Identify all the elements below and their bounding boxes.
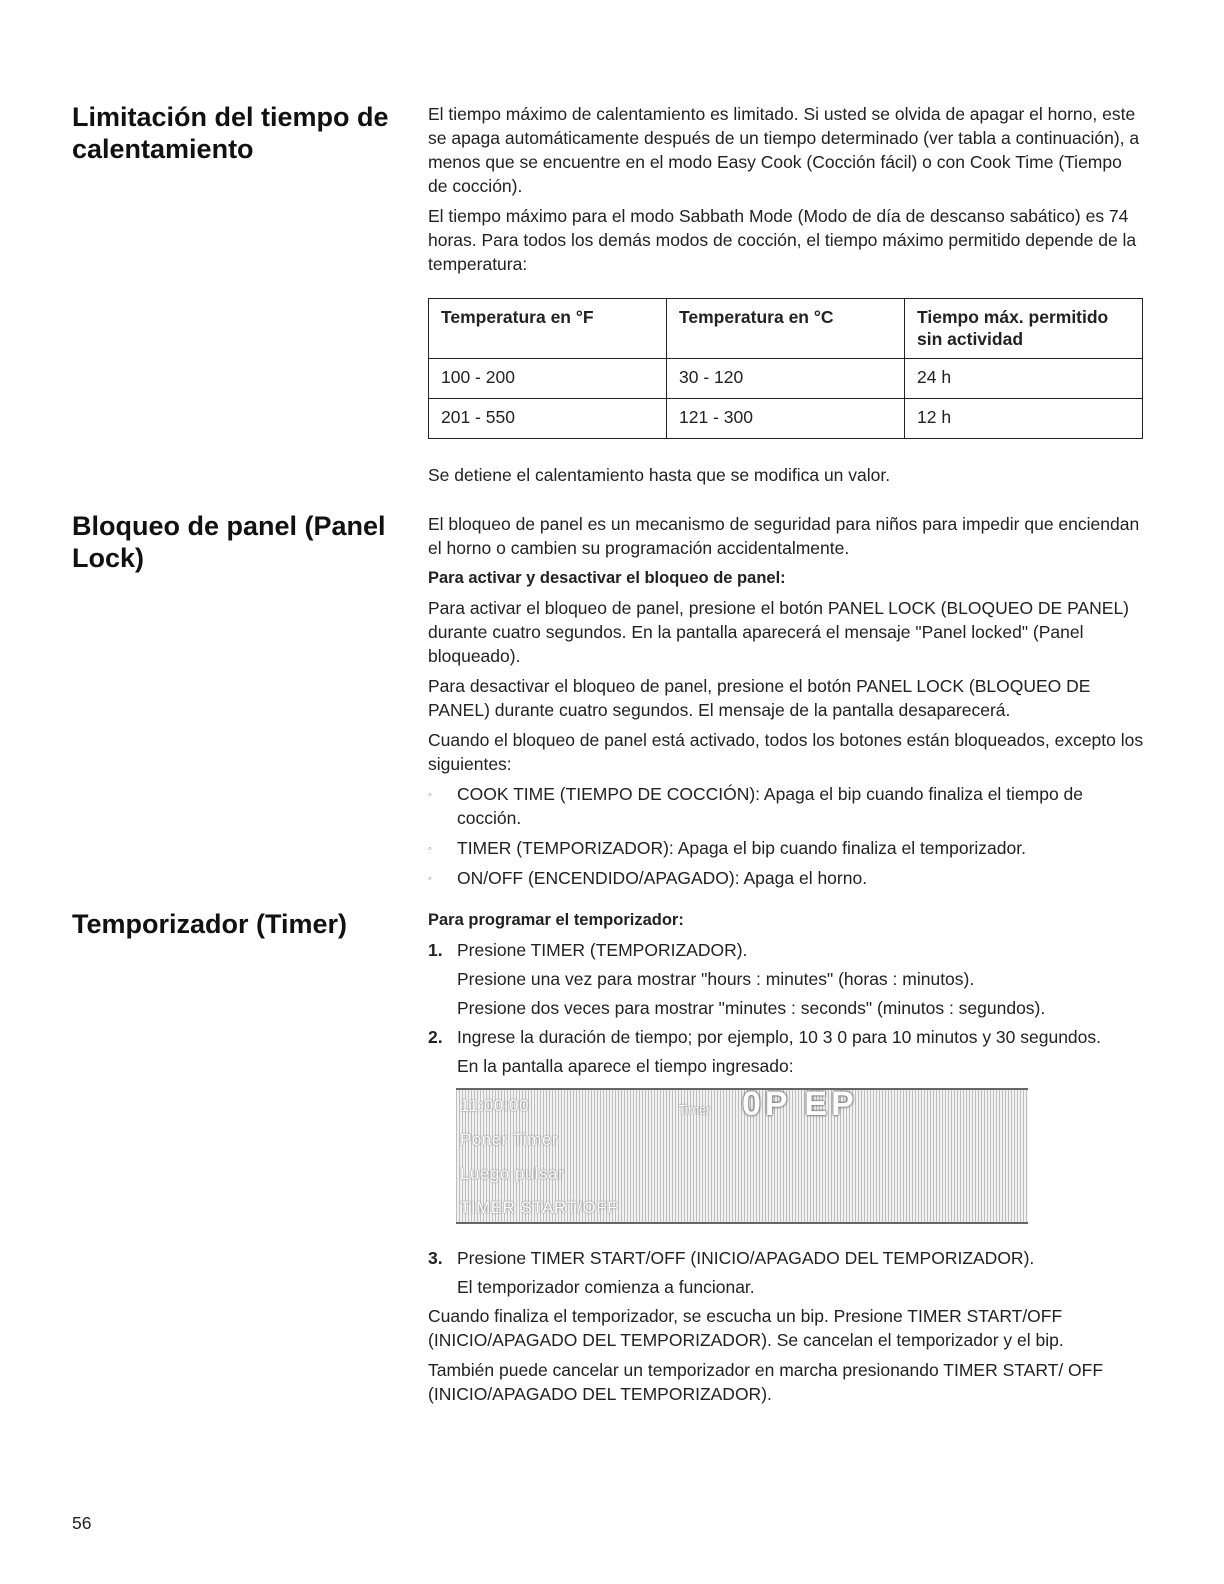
display-timer-label: Timer: [678, 1102, 711, 1117]
step-text: En la pantalla aparece el tiempo ingresado:: [457, 1056, 794, 1076]
step-text: El temporizador comienza a funcionar.: [457, 1277, 755, 1297]
list-item: [428, 866, 1144, 890]
paragraph: Para activar el bloqueo de panel, presione el botón PANEL LOCK (BLOQUEO DE PANEL) durante cuatro segundos. En la pantalla aparecerá el mensaje "Panel locked" (Panel bloqueado).: [428, 598, 1130, 666]
table-cell: 121 - 300: [667, 399, 905, 439]
heading-heating-time-limit: Limitación del tiempo de calentamiento: [72, 102, 389, 164]
table-cell: 24 h: [905, 359, 1143, 399]
subheading: Para programar el temporizador:: [428, 911, 684, 929]
paragraph: El tiempo máximo de calentamiento es limitado. Si usted se olvida de apagar el horno, este se apaga automáticamente después de un tiempo determinado (ver tabla a continuación), a menos que se encuentre en el modo Easy Cook (Cocción fácil) o con Cook Time (Tiempo de cocción).: [428, 104, 1140, 196]
step-text: Ingrese la duración de tiempo; por ejemplo, 10 3 0 para 10 minutos y 30 segundos.: [457, 1027, 1102, 1047]
step-number: 1.: [428, 940, 443, 960]
table-row: [429, 359, 1143, 399]
section2-body: [428, 512, 1144, 896]
oven-display-image: [456, 1088, 1028, 1224]
display-line3: Luego pulsar: [460, 1164, 565, 1183]
bullet-icon: ◦: [428, 789, 432, 801]
list-item: [428, 782, 1144, 830]
column-header: Tiempo máx. permitido sin actividad: [905, 299, 1143, 359]
table-row: [429, 399, 1143, 439]
column-header: Temperatura en °C: [667, 299, 905, 359]
step-text: Presione una vez para mostrar "hours : minutes" (horas : minutos).: [457, 969, 975, 989]
step-item: [428, 1025, 1144, 1078]
section3-body: [428, 908, 1144, 1412]
table-cell: 12 h: [905, 399, 1143, 439]
heading-panel-lock: Bloqueo de panel (Panel Lock): [72, 511, 386, 573]
step-item: [428, 1246, 1144, 1299]
list-item: [428, 836, 1144, 860]
bullet-icon: ◦: [428, 843, 432, 855]
table-cell: 100 - 200: [429, 359, 667, 399]
heading-timer: Temporizador (Timer): [72, 909, 348, 939]
paragraph: Cuando finaliza el temporizador, se escucha un bip. Presione TIMER START/OFF (INICIO/APAGADO DEL TEMPORIZADOR). Se cancelan el temporizador y el bip.: [428, 1306, 1064, 1350]
step-number: 3.: [428, 1248, 443, 1268]
paragraph: El bloqueo de panel es un mecanismo de seguridad para niños para impedir que enciendan el horno o cambien su programación accidentalmente.: [428, 514, 1140, 558]
list-item-text: TIMER (TEMPORIZADOR): Apaga el bip cuando finaliza el temporizador.: [457, 838, 1026, 858]
page-number: 56: [72, 1513, 92, 1533]
step-text: Presione dos veces para mostrar "minutes : seconds" (minutos : segundos).: [457, 998, 1046, 1018]
step-text: Presione TIMER START/OFF (INICIO/APAGADO DEL TEMPORIZADOR).: [457, 1248, 1035, 1268]
temperature-table: [428, 298, 1143, 439]
bullet-icon: ◦: [428, 873, 432, 885]
paragraph: Cuando el bloqueo de panel está activado, todos los botones están bloqueados, excepto los siguientes:: [428, 730, 1144, 774]
paragraph: También puede cancelar un temporizador en marcha presionando TIMER START/ OFF (INICIO/APAGADO DEL TEMPORIZADOR).: [428, 1360, 1104, 1404]
column-header: Temperatura en °F: [429, 299, 667, 359]
subheading: Para activar y desactivar el bloqueo de panel:: [428, 569, 786, 587]
list-item-text: COOK TIME (TIEMPO DE COCCIÓN): Apaga el bip cuando finaliza el tiempo de cocción.: [457, 784, 1084, 828]
display-line4: TIMER START/OFF: [460, 1198, 618, 1217]
display-line2: Poner Timer: [460, 1130, 559, 1149]
table-cell: 201 - 550: [429, 399, 667, 439]
unlocked-buttons-list: [428, 782, 1144, 890]
step-number: 2.: [428, 1027, 443, 1047]
section1-body: [428, 102, 1144, 282]
table-header-row: [429, 299, 1143, 359]
list-item-text: ON/OFF (ENCENDIDO/APAGADO): Apaga el horno.: [457, 868, 868, 888]
display-digits: 0P EP: [742, 1088, 858, 1123]
display-clock: 11:00:00: [460, 1096, 529, 1115]
step-item: [428, 938, 1144, 1020]
step-text: Presione TIMER (TEMPORIZADOR).: [457, 940, 748, 960]
paragraph: El tiempo máximo para el modo Sabbath Mode (Modo de día de descanso sabático) es 74 horas. Para todos los demás modos de cocción, el tiempo máximo permitido depende de la temperatura:: [428, 206, 1137, 274]
timer-steps-continued: [428, 1246, 1144, 1299]
table-cell: 30 - 120: [667, 359, 905, 399]
timer-steps: [428, 938, 1144, 1078]
paragraph: Para desactivar el bloqueo de panel, presione el botón PANEL LOCK (BLOQUEO DE PANEL) durante cuatro segundos. El mensaje de la pantalla desaparecerá.: [428, 676, 1091, 720]
paragraph: Se detiene el calentamiento hasta que se modifica un valor.: [428, 465, 891, 485]
section1-note: [428, 463, 1144, 493]
